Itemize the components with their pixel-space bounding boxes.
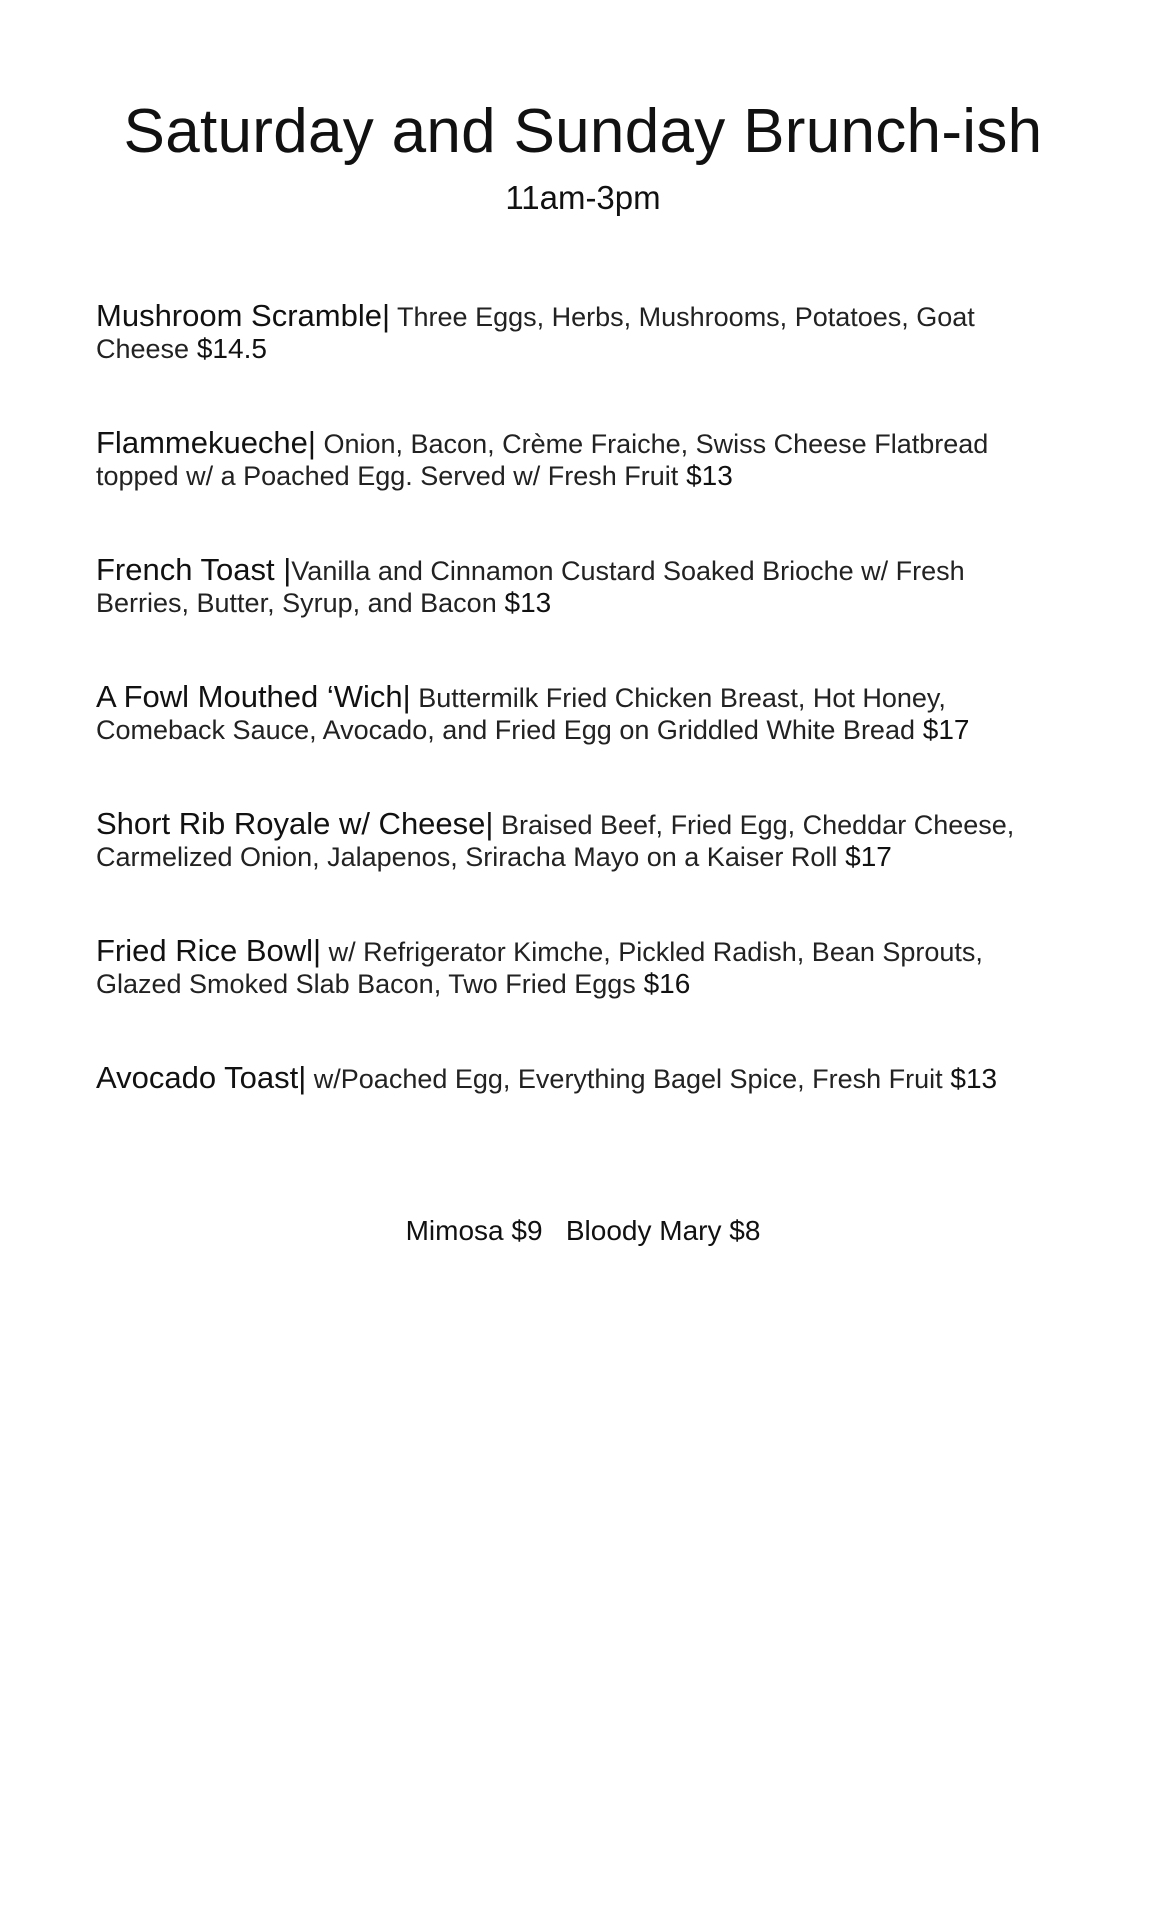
item-name: Flammekueche|	[96, 425, 316, 460]
menu-item-flammekueche	[96, 427, 1036, 492]
item-name: Fried Rice Bowl|	[96, 933, 322, 968]
item-name: A Fowl Mouthed ‘Wich|	[96, 679, 411, 714]
menu-title: Saturday and Sunday Brunch-ish	[123, 97, 1043, 166]
item-price: $14.5	[189, 333, 267, 364]
item-price: $17	[914, 714, 970, 745]
drink-bloody-mary: Bloody Mary $8	[565, 1215, 761, 1246]
menu-item-avocado-toast	[96, 1062, 1036, 1095]
item-price: $13	[496, 587, 552, 618]
item-description: Onion, Bacon, Crème Fraiche, Swiss Cheese Flatbread topped w/ a Poached Egg. Served w/ Fresh Fruit	[96, 429, 989, 491]
item-name: Mushroom Scramble|	[96, 298, 391, 333]
item-description: Buttermilk Fried Chicken Breast, Hot Honey, Comeback Sauce, Avocado, and Fried Egg on Griddled White Bread	[96, 683, 946, 745]
menu-item-fried-rice-bowl	[96, 935, 1036, 1000]
menu-hours: 11am-3pm	[505, 179, 661, 216]
drink-mimosa: Mimosa $9	[405, 1215, 543, 1246]
menu-item-short-rib-royale	[96, 808, 1036, 873]
item-price: $13	[942, 1063, 998, 1094]
item-description: Three Eggs, Herbs, Mushrooms, Potatoes, Goat Cheese	[96, 302, 975, 364]
item-description: w/ Refrigerator Kimche, Pickled Radish, Bean Sprouts, Glazed Smoked Slab Bacon, Two Fried Eggs	[96, 937, 983, 999]
item-price: $16	[635, 968, 691, 999]
item-name: Short Rib Royale w/ Cheese|	[96, 806, 494, 841]
item-name: Avocado Toast|	[96, 1060, 307, 1095]
drinks-line	[0, 1214, 1166, 1248]
item-price: $17	[837, 841, 892, 872]
menu-item-fowl-mouthed-wich	[96, 681, 1036, 746]
item-description: Braised Beef, Fried Egg, Cheddar Cheese, Carmelized Onion, Jalapenos, Sriracha Mayo on a Kaiser Roll	[96, 810, 1015, 872]
item-description: Vanilla and Cinnamon Custard Soaked Brioche w/ Fresh Berries, Butter, Syrup, and Bacon	[96, 556, 965, 618]
item-name: French Toast |	[96, 552, 292, 587]
item-price: $13	[678, 460, 733, 491]
menu-item-mushroom-scramble	[96, 300, 1036, 365]
drink-separator	[543, 1215, 566, 1246]
item-description: w/Poached Egg, Everything Bagel Spice, Fresh Fruit	[306, 1064, 943, 1094]
menu-item-french-toast	[96, 554, 1036, 619]
